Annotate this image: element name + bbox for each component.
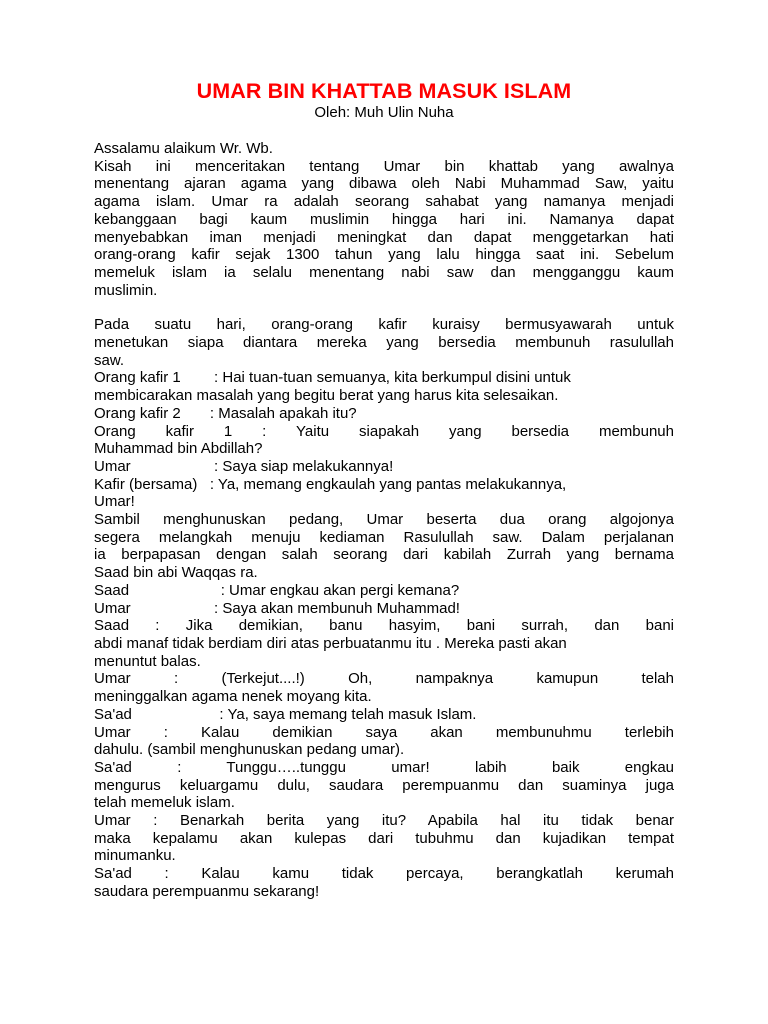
text-line: Pada suatu hari, orang-orang kafir kuraisy bermusyawarah untuk [94, 316, 674, 334]
text-line: Assalamu alaikum Wr. Wb. [94, 140, 273, 157]
paragraph-story [94, 316, 674, 900]
text-line: Orang kafir 2 : Masalah apakah itu? [94, 404, 357, 422]
text-line: Sa'ad : Tunggu…..tunggu umar! labih baik engkau [94, 758, 674, 776]
text-line: Umar : (Terkejut....!) Oh, nampaknya kamupun telah [94, 670, 674, 688]
document-author: Oleh: Muh Ulin Nuha [314, 104, 454, 121]
document-body [94, 140, 674, 901]
text-line: saudara perempuanmu sekarang! [94, 882, 320, 900]
text-line: Umar : Saya siap melakukannya! [94, 457, 394, 475]
text-line: meninggalkan agama nenek moyang kita. [94, 688, 372, 706]
text-line: kebanggaan bagi kaum muslimin hingga hari ini. Namanya dapat [94, 210, 674, 228]
text-line: telah memeluk islam. [94, 794, 235, 812]
document-page [94, 78, 674, 901]
text-line: Kafir (bersama) : Ya, memang engkaulah yang pantas melakukannya, [94, 475, 567, 493]
text-line: menentang ajaran agama yang dibawa oleh Nabi Muhammad Saw, yaitu [94, 175, 674, 193]
text-line: Umar : Kalau demikian saya akan membunuhmu terlebih [94, 723, 674, 741]
text-line: segera melangkah menuju kediaman Rasulullah saw. Dalam perjalanan [94, 528, 674, 546]
text-line: Saad : Jika demikian, banu hasyim, bani surrah, dan bani [94, 617, 674, 635]
text-line: menetukan siapa diantara mereka yang bersedia membunuh rasulullah [94, 334, 674, 352]
text-line: saw. [94, 351, 125, 369]
text-line: maka kepalamu akan kulepas dari tubuhmu dan kujadikan tempat [94, 829, 674, 847]
text-line: Orang kafir 1 : Yaitu siapakah yang bersedia membunuh [94, 422, 674, 440]
text-line: menuntut balas. [94, 652, 201, 670]
text-line: Umar : Saya akan membunuh Muhammad! [94, 599, 460, 617]
text-line: menyebabkan iman menjadi meningkat dan dapat menggetarkan hati [94, 228, 674, 246]
text-line: Kisah ini menceritakan tentang Umar bin khattab yang awalnya [94, 157, 674, 175]
text-line: membicarakan masalah yang begitu berat yang harus kita selesaikan. [94, 387, 559, 405]
text-line: ia berpapasan dengan salah seorang dari kabilah Zurrah yang bernama [94, 546, 674, 564]
text-line: muslimin. [94, 281, 158, 299]
text-line: abdi manaf tidak berdiam diri atas perbuatanmu itu . Mereka pasti akan [94, 634, 567, 652]
paragraph-intro [94, 140, 674, 299]
text-line: mengurus keluargamu dulu, saudara perempuanmu dan suaminya juga [94, 776, 674, 794]
text-line: minumanku. [94, 847, 176, 865]
document-title: UMAR BIN KHATTAB MASUK ISLAM [196, 79, 572, 103]
text-line: Orang kafir 1 : Hai tuan-tuan semuanya, kita berkumpul disini untuk [94, 369, 571, 387]
text-line: Muhammad bin Abdillah? [94, 440, 263, 458]
text-line: Sa'ad : Ya, saya memang telah masuk Islam. [94, 705, 477, 723]
text-line: dahulu. (sambil menghunuskan pedang umar). [94, 741, 405, 759]
text-line: agama islam. Umar ra adalah seorang sahabat yang namanya menjadi [94, 193, 674, 211]
text-line: memeluk islam ia selalu menentang nabi saw dan mengganggu kaum [94, 263, 674, 281]
text-line: Umar! [94, 493, 135, 511]
paragraph-gap [94, 299, 674, 316]
text-line: Umar : Benarkah berita yang itu? Apabila hal itu tidak benar [94, 812, 674, 830]
text-line: Sambil menghunuskan pedang, Umar beserta dua orang algojonya [94, 511, 674, 529]
text-line: Sa'ad : Kalau kamu tidak percaya, berangkatlah kerumah [94, 865, 674, 883]
text-line: orang-orang kafir sejak 1300 tahun yang lalu hingga saat ini. Sebelum [94, 246, 674, 264]
text-line: Saad : Umar engkau akan pergi kemana? [94, 581, 460, 599]
text-line: Saad bin abi Waqqas ra. [94, 564, 258, 582]
